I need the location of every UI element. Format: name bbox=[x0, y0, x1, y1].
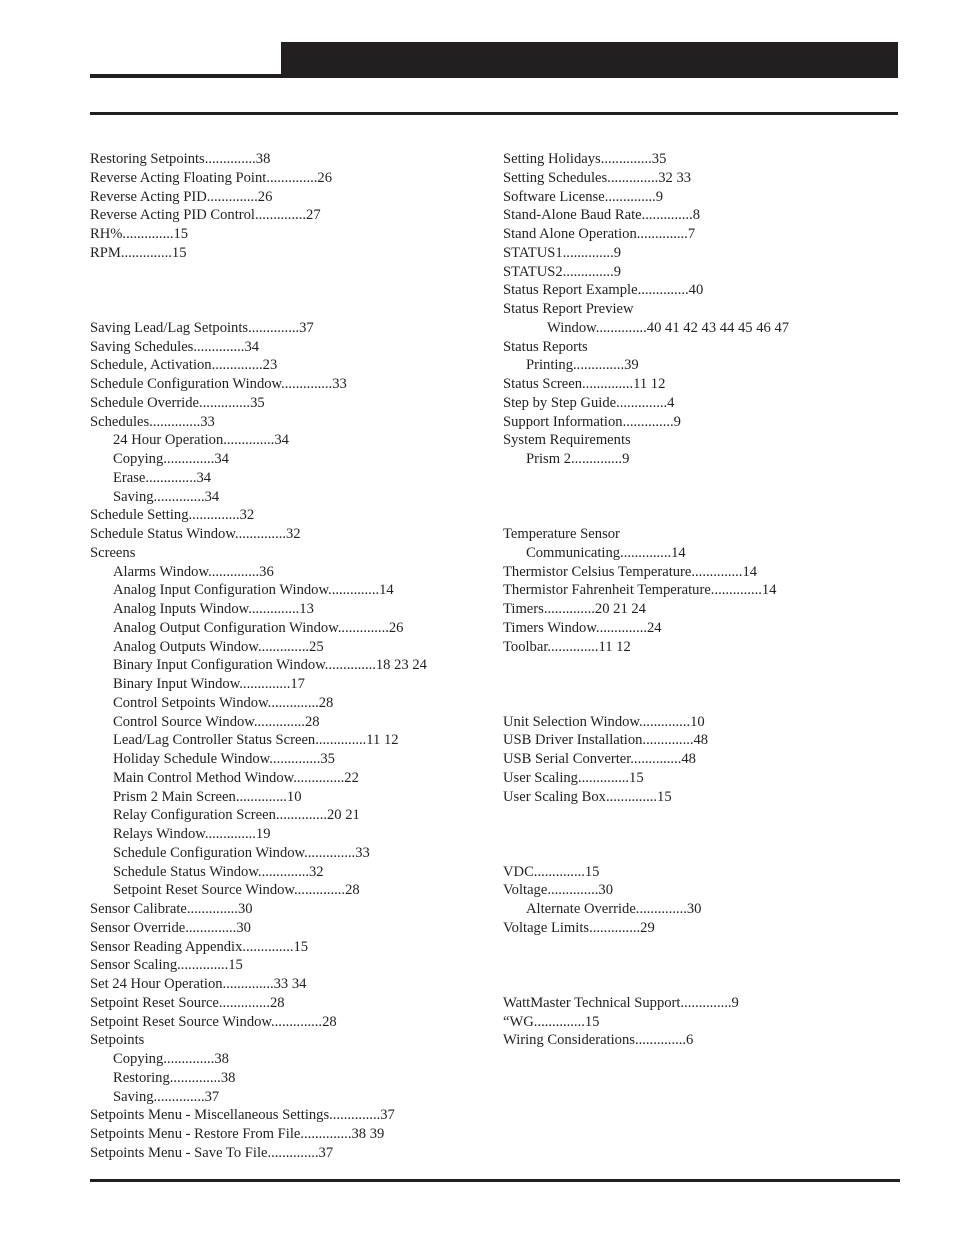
index-subentry: Relay Configuration Screen..............20 21 bbox=[113, 807, 360, 824]
index-entry: Schedules..............33 bbox=[90, 413, 215, 430]
index-entry: RPM..............15 bbox=[90, 244, 187, 261]
index-entry: Timers Window..............24 bbox=[503, 619, 662, 636]
index-entry: User Scaling Box..............15 bbox=[503, 788, 672, 805]
index-subentry: Relays Window..............19 bbox=[113, 826, 271, 842]
index-subentry: Lead/Lag Controller Status Screen..............11 12 bbox=[113, 732, 399, 749]
index-entry: Setpoints Menu - Restore From File..............38 39 bbox=[90, 1126, 385, 1142]
index-entry: Stand Alone Operation..............7 bbox=[503, 226, 696, 242]
index-entry: Setpoints Menu - Save To File..............37 bbox=[90, 1144, 334, 1161]
index-subentry: Binary Input Configuration Window..............18 23 24 bbox=[113, 657, 427, 674]
index-subentry: Restoring..............38 bbox=[113, 1069, 236, 1086]
index-subentry: Alarms Window..............36 bbox=[113, 563, 274, 580]
index-entry: Saving Schedules..............34 bbox=[90, 338, 260, 355]
index-entry: Status Reports bbox=[503, 338, 588, 355]
index-entry: Stand-Alone Baud Rate..............8 bbox=[503, 207, 700, 224]
header-rule bbox=[90, 112, 898, 115]
index-entry: Wiring Considerations..............6 bbox=[503, 1032, 694, 1049]
section-gap bbox=[503, 975, 903, 994]
index-entry: Reverse Acting PID..............26 bbox=[90, 188, 273, 205]
index-subentry: Holiday Schedule Window..............35 bbox=[113, 751, 335, 767]
index-subentry: Copying..............38 bbox=[113, 1051, 229, 1067]
index-subentry: Analog Output Configuration Window..............26 bbox=[113, 619, 404, 636]
index-entry: Schedule, Activation..............23 bbox=[90, 357, 278, 374]
index-entry: Saving Lead/Lag Setpoints..............37 bbox=[90, 319, 314, 336]
index-entry: Sensor Override..............30 bbox=[90, 919, 251, 936]
index-entry: Voltage Limits..............29 bbox=[503, 919, 655, 936]
index-entry: Setpoint Reset Source..............28 bbox=[90, 994, 285, 1011]
section-gap bbox=[503, 844, 903, 863]
footer-rule bbox=[90, 1179, 900, 1182]
index-subentry: 24 Hour Operation..............34 bbox=[113, 432, 289, 449]
index-entry: Status Report Example..............40 bbox=[503, 282, 704, 299]
index-entry: Step by Step Guide..............4 bbox=[503, 394, 675, 411]
index-subentry: Schedule Configuration Window..............33 bbox=[113, 844, 370, 861]
index-entry: Unit Selection Window..............10 bbox=[503, 713, 705, 730]
index-subentry: Communicating..............14 bbox=[526, 544, 686, 561]
index-subentry: Prism 2..............9 bbox=[526, 451, 630, 467]
index-subentry: Saving..............37 bbox=[113, 1088, 220, 1105]
index-entry: Schedule Override..............35 bbox=[90, 394, 265, 411]
index-entry: Temperature Sensor bbox=[503, 526, 620, 542]
index-entry: System Requirements bbox=[503, 432, 631, 449]
header-black-bar bbox=[281, 42, 898, 78]
index-subentry: Copying..............34 bbox=[113, 451, 229, 467]
index-entry: USB Serial Converter..............48 bbox=[503, 751, 696, 767]
index-entry: User Scaling..............15 bbox=[503, 769, 644, 786]
index-column-right bbox=[503, 150, 903, 1050]
index-entry: Set 24 Hour Operation..............33 34 bbox=[90, 976, 307, 992]
index-entry: Toolbar..............11 12 bbox=[503, 638, 631, 655]
index-entry: Status Report Preview bbox=[503, 301, 634, 317]
index-entry: RH%..............15 bbox=[90, 226, 189, 242]
index-subentry: Binary Input Window..............17 bbox=[113, 676, 305, 692]
index-subentry: Window..............40 41 42 43 44 45 46 47 bbox=[547, 319, 790, 336]
index-entry: Setpoints Menu - Miscellaneous Settings..............37 bbox=[90, 1107, 395, 1124]
index-entry: USB Driver Installation..............48 bbox=[503, 732, 709, 749]
index-entry: Setting Schedules..............32 33 bbox=[503, 169, 692, 186]
index-entry: STATUS1..............9 bbox=[503, 244, 622, 261]
index-column-left bbox=[90, 150, 490, 1163]
index-entry: VDC..............15 bbox=[503, 863, 600, 880]
index-entry: Thermistor Celsius Temperature..............14 bbox=[503, 563, 758, 580]
index-subentry: Analog Inputs Window..............13 bbox=[113, 601, 314, 617]
index-subentry: Erase..............34 bbox=[113, 469, 212, 486]
section-gap bbox=[503, 656, 903, 694]
index-entry: Timers..............20 21 24 bbox=[503, 601, 646, 617]
index-subentry: Main Control Method Window..............22 bbox=[113, 769, 359, 786]
index-subentry: Printing..............39 bbox=[526, 357, 639, 374]
section-gap bbox=[90, 263, 490, 301]
index-entry: Restoring Setpoints..............38 bbox=[90, 151, 271, 167]
index-subentry: Analog Outputs Window..............25 bbox=[113, 638, 324, 655]
section-gap bbox=[503, 469, 903, 507]
header-rule-left bbox=[90, 74, 282, 78]
index-entry: Sensor Reading Appendix..............15 bbox=[90, 938, 309, 955]
section-gap bbox=[503, 938, 903, 976]
index-subentry: Analog Input Configuration Window..............14 bbox=[113, 582, 394, 599]
section-gap bbox=[503, 506, 903, 525]
index-entry: Voltage..............30 bbox=[503, 882, 613, 899]
index-entry: Thermistor Fahrenheit Temperature..............14 bbox=[503, 582, 777, 599]
section-gap bbox=[503, 694, 903, 713]
section-gap bbox=[503, 806, 903, 844]
index-entry: Schedule Setting..............32 bbox=[90, 507, 255, 524]
index-subentry: Saving..............34 bbox=[113, 488, 220, 505]
index-entry: Reverse Acting PID Control..............27 bbox=[90, 207, 321, 224]
index-subentry: Prism 2 Main Screen..............10 bbox=[113, 788, 302, 805]
index-entry: STATUS2..............9 bbox=[503, 263, 622, 280]
section-gap bbox=[90, 300, 490, 319]
index-entry: Sensor Scaling..............15 bbox=[90, 957, 243, 974]
index-entry: Screens bbox=[90, 544, 136, 561]
index-subentry: Schedule Status Window..............32 bbox=[113, 863, 324, 880]
index-entry: Setting Holidays..............35 bbox=[503, 151, 667, 167]
index-subentry: Setpoint Reset Source Window..............28 bbox=[113, 882, 360, 899]
index-entry: Sensor Calibrate..............30 bbox=[90, 901, 253, 917]
index-subentry: Control Setpoints Window..............28 bbox=[113, 694, 334, 711]
index-entry: “WG..............15 bbox=[503, 1013, 600, 1030]
index-entry: Software License..............9 bbox=[503, 188, 664, 205]
index-subentry: Control Source Window..............28 bbox=[113, 713, 320, 730]
index-entry: Reverse Acting Floating Point..............26 bbox=[90, 169, 333, 186]
index-entry: Schedule Status Window..............32 bbox=[90, 526, 301, 542]
index-subentry: Alternate Override..............30 bbox=[526, 901, 702, 917]
index-entry: Support Information..............9 bbox=[503, 413, 681, 430]
index-entry: Schedule Configuration Window..............33 bbox=[90, 376, 347, 392]
index-entry: Setpoint Reset Source Window..............28 bbox=[90, 1013, 337, 1030]
index-entry: Status Screen..............11 12 bbox=[503, 376, 666, 392]
index-entry: Setpoints bbox=[90, 1032, 145, 1049]
index-entry: WattMaster Technical Support..............9 bbox=[503, 994, 739, 1011]
